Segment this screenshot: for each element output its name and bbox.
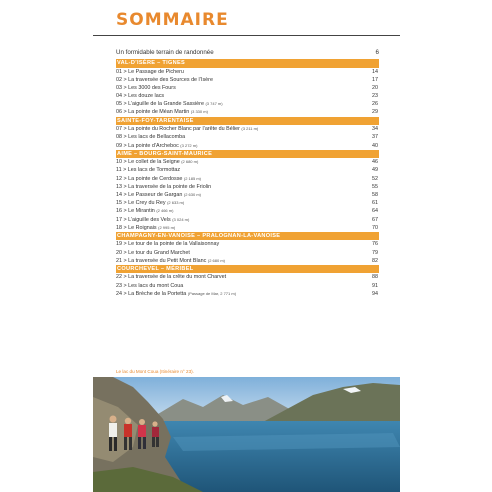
entry-label (116, 166, 180, 174)
entry-title: 09 > La pointe d’Archeboc (116, 142, 179, 149)
toc-entry[interactable] (116, 207, 379, 215)
entry-page: 40 (372, 142, 378, 149)
entry-label (116, 249, 190, 257)
entry-altitude: (3 747 m) (205, 101, 223, 107)
toc-entry[interactable] (116, 282, 379, 290)
entry-page: 61 (372, 200, 378, 207)
entry-page: 91 (372, 282, 378, 289)
lake-hikers-photo (93, 377, 400, 492)
toc-entry[interactable] (116, 142, 379, 150)
toc-section (116, 117, 379, 150)
entry-page: 70 (372, 224, 378, 231)
entry-altitude: (2 680 m) (181, 159, 199, 165)
entry-title: 24 > La Brèche de la Portetta (116, 290, 187, 297)
toc-entry[interactable] (116, 224, 379, 232)
entry-page: 14 (372, 68, 378, 75)
entry-label (116, 290, 236, 298)
section-heading: AIME – BOURG-SAINT-MAURICE (116, 150, 379, 159)
entry-page: 29 (372, 109, 378, 116)
toc-entry[interactable] (116, 133, 379, 141)
toc-entry[interactable] (116, 166, 379, 174)
entry-label (116, 76, 213, 84)
toc-entry[interactable] (116, 183, 379, 191)
entry-label (116, 240, 219, 248)
entry-altitude: (2 185 m) (183, 175, 202, 181)
toc-entry[interactable] (116, 290, 379, 298)
entry-page: 58 (372, 191, 378, 198)
intro-entry[interactable] (116, 47, 379, 59)
toc-entry[interactable] (116, 68, 379, 76)
toc-entry[interactable] (116, 125, 379, 133)
entry-title: 05 > L’aiguille de la Grande Sassière (116, 101, 204, 108)
entry-title: 23 > Les lacs du mont Coua (116, 282, 184, 289)
entry-title: 08 > Les lacs de Bellacomba (116, 134, 186, 141)
sections-list (116, 59, 379, 298)
entry-title: 14 > Le Passeur de Gargan (116, 191, 183, 198)
section-heading: VAL-D’ISÈRE – TIGNES (116, 59, 379, 68)
entry-page: 94 (372, 290, 378, 297)
entry-title: 20 > Le tour du Grand Marchet (116, 249, 190, 256)
entry-page: 64 (372, 208, 378, 215)
entry-page: 55 (372, 183, 378, 190)
entry-title: 15 > Le Crey du Rey (116, 200, 166, 207)
entry-page: 26 (372, 101, 378, 108)
toc-entry[interactable] (116, 249, 379, 257)
entry-label (116, 142, 197, 150)
toc-section (116, 265, 379, 298)
entry-label (116, 158, 198, 166)
entry-title: 11 > Les lacs de Tormottaz (116, 167, 181, 174)
entry-page: 67 (372, 216, 378, 223)
entry-label (116, 175, 201, 183)
entry-altitude: (2 680 m) (207, 257, 225, 263)
entry-altitude: (3 211 m) (241, 126, 259, 132)
entry-altitude: (2 466 m) (156, 208, 174, 214)
entry-page: 46 (372, 159, 378, 166)
toc-entry[interactable] (116, 84, 379, 92)
entry-label (116, 84, 176, 92)
photo-caption: Le lac du Mont Coua (Itinéraire n° 23). (116, 369, 194, 374)
entry-page: 37 (372, 134, 378, 141)
entry-label (116, 191, 201, 199)
entry-title: 07 > La pointe du Rocher Blanc par l’arête du Bélier (116, 126, 240, 133)
entry-page: 34 (372, 126, 378, 133)
entry-altitude: (2 633 m) (167, 200, 185, 206)
entry-altitude: (2 630 m) (183, 191, 202, 197)
intro-page: 6 (375, 49, 379, 56)
entry-altitude: (3 330 m) (190, 109, 208, 115)
section-heading: CHAMPAGNY-EN-VANOISE – PRALOGNAN-LA-VANOISE (116, 232, 379, 241)
entry-label (116, 100, 223, 108)
toc-entry[interactable] (116, 100, 379, 108)
intro-label: Un formidable terrain de randonnée (116, 49, 214, 56)
entry-page: 76 (372, 241, 378, 248)
toc-entry[interactable] (116, 199, 379, 207)
toc-entry[interactable] (116, 257, 379, 265)
entry-label (116, 108, 208, 116)
toc-section (116, 232, 379, 265)
entry-label (116, 92, 164, 100)
toc-entry[interactable] (116, 158, 379, 166)
entry-label (116, 183, 211, 191)
entry-title: 22 > La traversée de la crête du mont Charvet (116, 274, 227, 281)
entry-label (116, 68, 184, 76)
entry-label (116, 133, 185, 141)
toc-section (116, 59, 379, 117)
section-heading: COURCHEVEL – MÉRIBEL (116, 265, 379, 274)
entry-page: 23 (372, 93, 378, 100)
entry-label (116, 207, 173, 215)
toc-entry[interactable] (116, 108, 379, 116)
entry-title: 06 > La pointe de Méan Martin (116, 109, 190, 116)
toc-section (116, 150, 379, 232)
entry-altitude: (3 272 m) (180, 142, 198, 148)
toc-entry[interactable] (116, 175, 379, 183)
entry-label (116, 216, 189, 224)
entry-label (116, 257, 225, 265)
table-of-contents (116, 47, 379, 298)
entry-page: 20 (372, 84, 378, 91)
title-rule (93, 35, 400, 36)
entry-page: 52 (372, 175, 378, 182)
entry-page: 17 (372, 76, 378, 83)
entry-title: 21 > La traversée du Petit Mont Blanc (116, 257, 207, 264)
page-title: SOMMAIRE (116, 10, 229, 30)
entry-title: 01 > Le Passage de Picheru (116, 68, 184, 75)
entry-title: 18 > Le Roignais (116, 224, 157, 231)
entry-title: 19 > Le tour de la pointe de la Vallaisonnay (116, 241, 220, 248)
entry-altitude: (Passage de Mar, 2 771 m) (187, 290, 237, 296)
toc-entry[interactable] (116, 216, 379, 224)
entry-altitude: (2 995 m) (158, 224, 176, 230)
entry-label (116, 224, 175, 232)
entry-label (116, 273, 226, 281)
section-heading: SAINTE-FOY-TARENTAISE (116, 117, 379, 126)
entry-title: 10 > Le collet de la Seigne (116, 159, 180, 166)
entry-title: 04 > Les douze lacs (116, 93, 165, 100)
entry-altitude: (3 024 m) (172, 216, 190, 222)
toc-entry[interactable] (116, 273, 379, 281)
entry-label (116, 125, 258, 133)
lake (153, 421, 400, 492)
entry-label (116, 282, 183, 290)
entry-title: 02 > La traversée des Sources de l’Isère (116, 76, 213, 83)
entry-page: 49 (372, 167, 378, 174)
entry-title: 12 > La pointe de Cerdosse (116, 175, 183, 182)
entry-title: 16 > Le Mirantin (116, 208, 155, 215)
toc-entry[interactable] (116, 92, 379, 100)
entry-title: 03 > Les 3000 des Fours (116, 84, 176, 91)
entry-page: 82 (372, 257, 378, 264)
entry-title: 13 > La traversée de la pointe de Friolin (116, 183, 212, 190)
entry-title: 17 > L’aiguille des Vels (116, 216, 171, 223)
toc-entry[interactable] (116, 191, 379, 199)
toc-entry[interactable] (116, 76, 379, 84)
entry-page: 79 (372, 249, 378, 256)
entry-page: 88 (372, 274, 378, 281)
entry-label (116, 199, 184, 207)
toc-entry[interactable] (116, 240, 379, 248)
